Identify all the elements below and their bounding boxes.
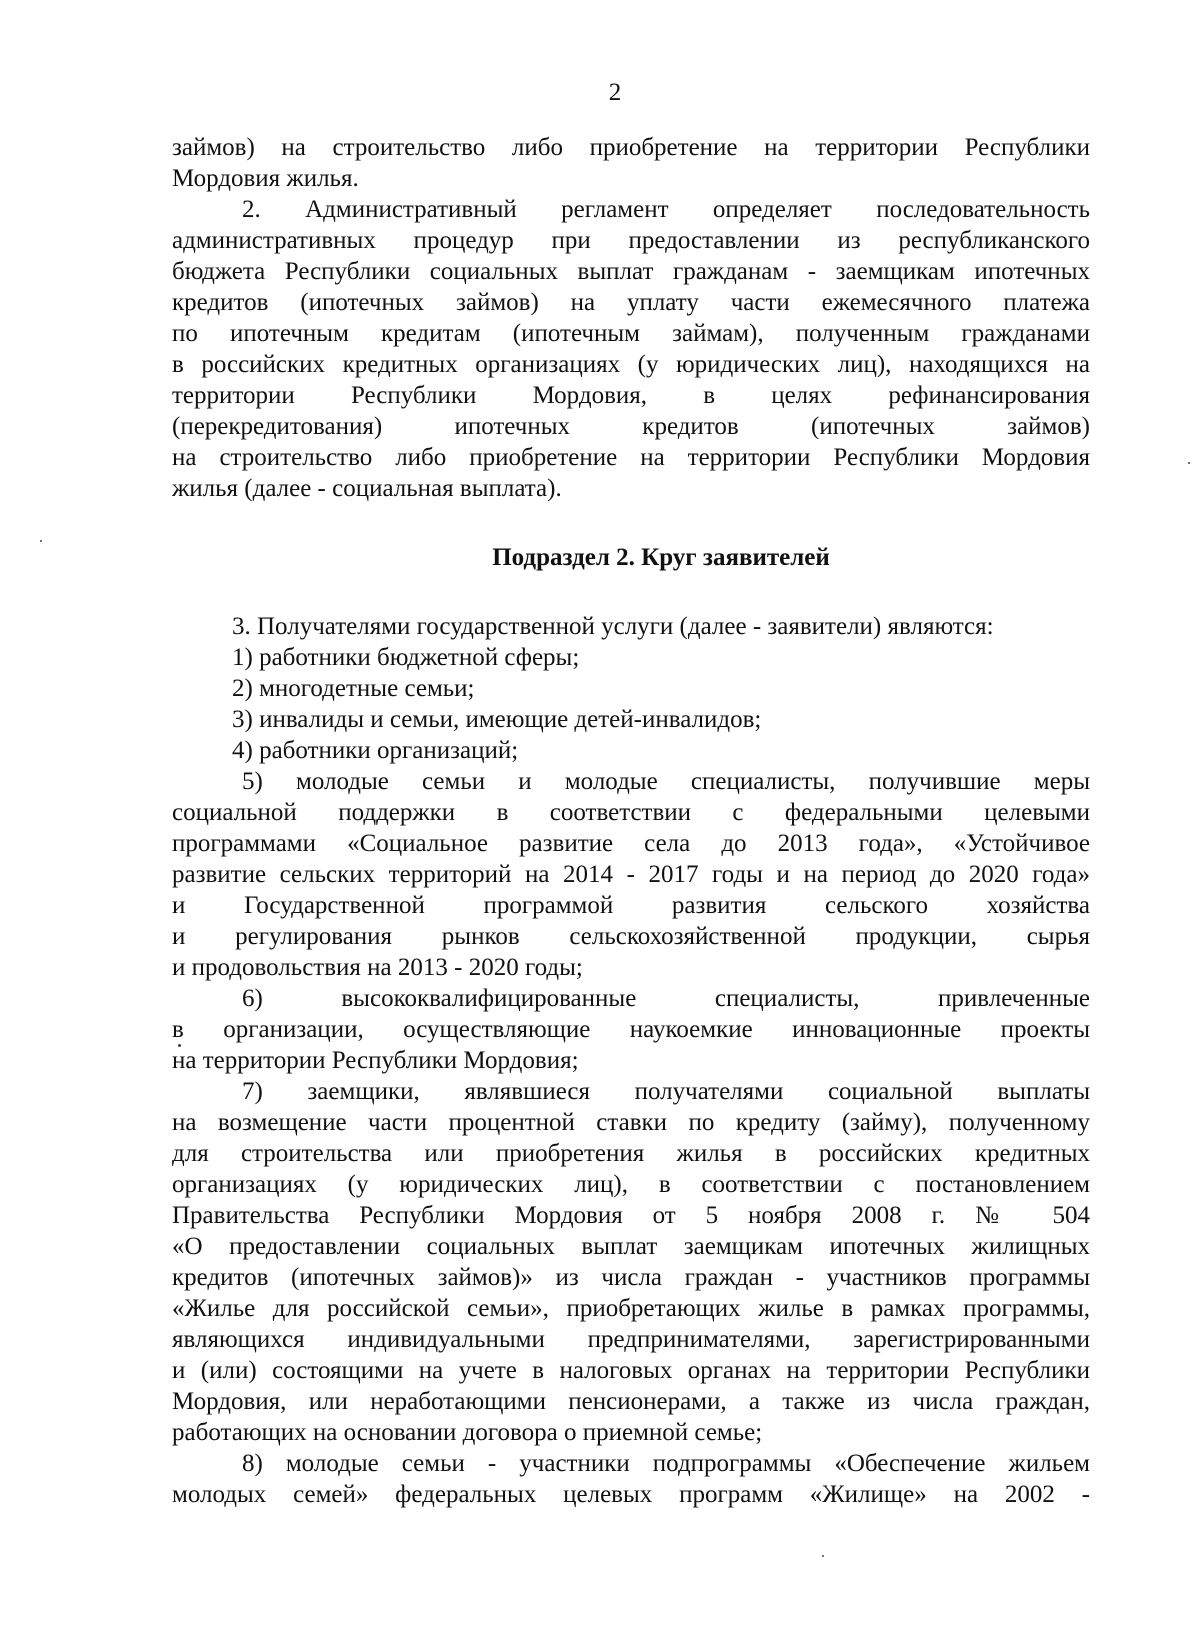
text-line: (перекредитования) ипотечных кредитов (ипотечных займов) xyxy=(172,413,1090,440)
text-line: и регулирования рынков сельскохозяйственной продукции, сырья xyxy=(172,923,1090,950)
text-line: 3. Получателями государственной услуги (далее - заявители) являются: xyxy=(232,613,994,640)
text-line: для строительства или приобретения жилья в российских кредитных xyxy=(172,1140,1090,1167)
list-item-6 xyxy=(172,983,1090,1076)
paragraph-1 xyxy=(172,132,1090,194)
scan-speck xyxy=(40,540,42,542)
text-line: в организации, осуществляющие наукоемкие инновационные проекты xyxy=(172,1016,1090,1043)
text-line: бюджета Республики социальных выплат гражданам - заемщикам ипотечных xyxy=(172,258,1090,285)
text-line: 7) заемщики, являвшиеся получателями социальной выплаты xyxy=(242,1078,1090,1105)
applicant-list-short xyxy=(172,642,1090,766)
text-line: 6) высококвалифицированные специалисты, привлеченные xyxy=(242,985,1090,1012)
document-body xyxy=(172,132,1090,1510)
text-line: и Государственной программой развития сельского хозяйства xyxy=(172,892,1090,919)
text-line: программами «Социальное развитие села до 2013 года», «Устойчивое xyxy=(172,830,1090,857)
text-line: работающих на основании договора о приемной семье; xyxy=(172,1419,763,1446)
text-line: Мордовия, или неработающими пенсионерами, а также из числа граждан, xyxy=(172,1388,1090,1415)
text-line: на возмещение части процентной ставки по кредиту (займу), полученному xyxy=(172,1109,1090,1136)
list-item: 4) работники организаций; xyxy=(232,737,519,764)
text-line: на строительство либо приобретение на территории Республики Мордовия xyxy=(172,444,1090,471)
text-line: «Жилье для российской семьи», приобретающих жилье в рамках программы, xyxy=(172,1295,1090,1322)
list-item-7 xyxy=(172,1076,1090,1448)
text-line: и (или) состоящими на учете в налоговых органах на территории Республики xyxy=(172,1357,1090,1384)
list-item-8 xyxy=(172,1448,1090,1510)
text-line: на территории Республики Мордовия; xyxy=(172,1047,579,1074)
text-line: молодых семей» федеральных целевых программ «Жилище» на 2002 - xyxy=(172,1481,1090,1508)
text-line: 2. Административный регламент определяет последовательность xyxy=(242,196,1090,223)
text-line: социальной поддержки в соответствии с федеральными целевыми xyxy=(172,799,1090,826)
text-line: 5) молодые семьи и молодые специалисты, получившие меры xyxy=(242,768,1090,795)
paragraph-3 xyxy=(172,611,1090,642)
text-line: административных процедур при предоставлении из республиканского xyxy=(172,227,1090,254)
list-item: 3) инвалиды и семьи, имеющие детей-инвалидов; xyxy=(232,706,762,733)
scan-speck xyxy=(1188,462,1190,464)
paragraph-2 xyxy=(172,194,1090,504)
list-item: 1) работники бюджетной сферы; xyxy=(232,644,580,671)
text-line: 8) молодые семьи - участники подпрограммы «Обеспечение жильем xyxy=(242,1450,1090,1477)
text-line: Правительства Республики Мордовия от 5 ноября 2008 г. № 504 xyxy=(172,1202,1090,1229)
text-line: «О предоставлении социальных выплат заемщикам ипотечных жилищных xyxy=(172,1233,1090,1260)
text-line: Мордовия жилья. xyxy=(172,165,359,192)
section-heading: Подраздел 2. Круг заявителей xyxy=(492,544,830,571)
text-line: территории Республики Мордовия, в целях рефинансирования xyxy=(172,382,1090,409)
text-line: кредитов (ипотечных займов)» из числа граждан - участников программы xyxy=(172,1264,1090,1291)
text-line: развитие сельских территорий на 2014 - 2017 годы и на период до 2020 года» xyxy=(172,861,1090,888)
scan-speck xyxy=(822,1555,824,1557)
list-item-5 xyxy=(172,766,1090,983)
scan-speck xyxy=(178,1044,181,1047)
list-item: 2) многодетные семьи; xyxy=(232,675,475,702)
text-line: кредитов (ипотечных займов) на уплату части ежемесячного платежа xyxy=(172,289,1090,316)
text-line: являющихся индивидуальными предпринимателями, зарегистрированными xyxy=(172,1326,1090,1353)
text-line: организациях (у юридических лиц), в соответствии с постановлением xyxy=(172,1171,1090,1198)
text-line: в российских кредитных организациях (у юридических лиц), находящихся на xyxy=(172,351,1090,378)
text-line: жилья (далее - социальная выплата). xyxy=(172,475,562,502)
text-line: по ипотечным кредитам (ипотечным займам), полученным гражданами xyxy=(172,320,1090,347)
text-line: и продовольствия на 2013 - 2020 годы; xyxy=(172,954,583,981)
page-number: 2 xyxy=(608,79,622,106)
text-line: займов) на строительство либо приобретение на территории Республики xyxy=(172,134,1090,161)
